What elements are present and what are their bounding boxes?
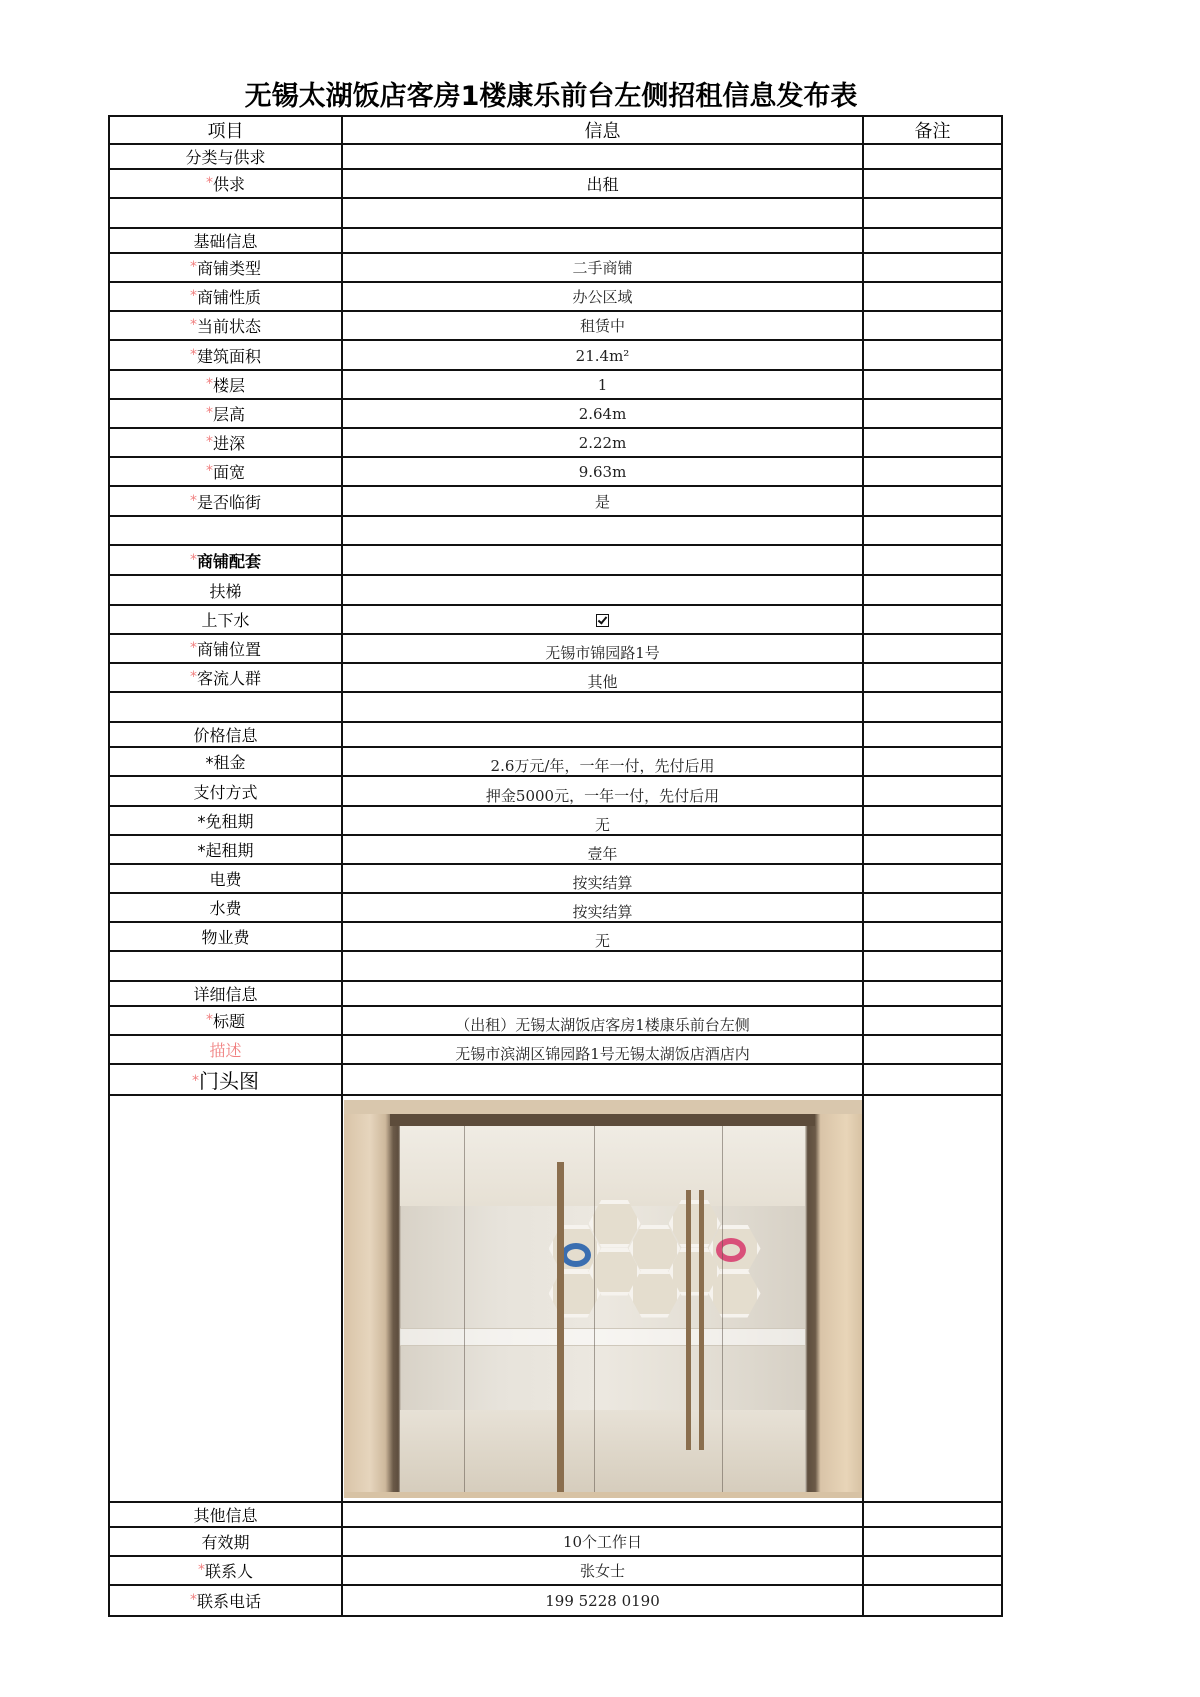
required-star-icon: *	[205, 175, 213, 191]
row-value-cell	[342, 1502, 863, 1527]
row-value-cell	[342, 864, 863, 893]
row-value-cell	[342, 951, 863, 981]
row-note-cell	[863, 1556, 1002, 1585]
row-label: 商铺性质	[196, 288, 261, 307]
row-value-cell	[342, 282, 863, 311]
row-value-cell	[342, 144, 863, 169]
row-value: 无锡市滨湖区锦园路1号无锡太湖饭店酒店内	[455, 1045, 750, 1063]
table-row	[109, 663, 1002, 692]
row-note-cell	[863, 1527, 1002, 1556]
row-label-cell	[109, 1556, 342, 1585]
row-value-cell	[342, 1556, 863, 1585]
row-label-cell	[109, 1064, 342, 1095]
table-row	[109, 1064, 1002, 1095]
row-label: *免租期	[197, 812, 254, 831]
table-row	[109, 516, 1002, 545]
row-value-cell	[342, 722, 863, 747]
row-value: 壹年	[587, 845, 618, 863]
row-label: 楼层	[212, 376, 245, 395]
row-note-cell	[863, 370, 1002, 399]
table-row	[109, 282, 1002, 311]
row-note-cell	[863, 144, 1002, 169]
row-value: 押金5000元，一年一付，先付后用	[485, 786, 720, 805]
row-value-cell	[342, 747, 863, 776]
row-value-cell	[342, 605, 863, 634]
row-label: 描述	[209, 1041, 242, 1060]
table-row	[109, 747, 1002, 776]
row-value: 1	[597, 376, 608, 394]
table-row	[109, 311, 1002, 340]
required-star-icon: *	[189, 669, 197, 685]
row-note-cell	[863, 893, 1002, 922]
row-value: 按实结算	[572, 874, 633, 892]
row-value: 二手商铺	[572, 259, 633, 277]
row-value-cell	[342, 575, 863, 605]
table-row	[109, 864, 1002, 893]
row-label: 价格信息	[193, 726, 258, 745]
row-value: 无	[594, 816, 610, 834]
row-label-cell	[109, 1527, 342, 1556]
row-label: 客流人群	[196, 669, 261, 688]
required-star-icon: *	[189, 551, 197, 568]
header-row	[109, 116, 1002, 144]
row-value-cell	[342, 198, 863, 228]
row-value-cell	[342, 981, 863, 1006]
row-label-cell	[109, 634, 342, 663]
storefront-photo-cell	[342, 1095, 863, 1502]
required-star-icon: *	[197, 1562, 205, 1578]
row-label-cell	[109, 228, 342, 253]
row-note-cell	[863, 922, 1002, 951]
row-label-cell	[109, 722, 342, 747]
required-star-icon: *	[189, 346, 197, 363]
row-note-cell	[863, 575, 1002, 605]
row-label-cell	[109, 340, 342, 370]
row-value-cell	[342, 457, 863, 486]
row-label-cell	[109, 1035, 342, 1064]
required-star-icon: *	[192, 1073, 199, 1089]
row-note-cell	[863, 776, 1002, 806]
row-label: 联系电话	[196, 1592, 261, 1611]
row-value: 出租	[586, 175, 619, 194]
row-label-cell	[109, 399, 342, 428]
table-row	[109, 340, 1002, 370]
table-row	[109, 1556, 1002, 1585]
row-label-cell	[109, 1006, 342, 1035]
row-note-cell	[863, 428, 1002, 457]
table-row	[109, 169, 1002, 198]
required-star-icon: *	[205, 376, 213, 392]
row-value-cell	[342, 428, 863, 457]
row-value-cell	[342, 169, 863, 198]
row-note-cell	[863, 722, 1002, 747]
row-label-cell	[109, 428, 342, 457]
row-label: 物业费	[201, 928, 250, 947]
row-note-cell	[863, 545, 1002, 575]
row-note-cell	[863, 198, 1002, 228]
row-label: 层高	[212, 405, 245, 424]
row-label-cell	[109, 981, 342, 1006]
row-label: 水费	[209, 899, 242, 918]
row-note-cell	[863, 228, 1002, 253]
row-label: 分类与供求	[185, 148, 266, 167]
row-label-cell	[109, 169, 342, 198]
header-item: 项目	[109, 116, 342, 144]
row-note-cell	[863, 835, 1002, 864]
required-star-icon: *	[189, 317, 197, 333]
row-label-cell	[109, 545, 342, 575]
row-value-cell	[342, 1527, 863, 1556]
table-row	[109, 575, 1002, 605]
row-note-cell	[863, 981, 1002, 1006]
table-row	[109, 1095, 1002, 1502]
row-label-cell	[109, 486, 342, 516]
required-star-icon: *	[205, 463, 213, 479]
row-label-cell	[109, 776, 342, 806]
row-value-cell	[342, 1006, 863, 1035]
row-label: 基础信息	[193, 232, 258, 251]
row-label: 门头图	[199, 1069, 259, 1093]
listing-table	[108, 115, 1003, 1617]
row-value: 2.64m	[578, 405, 627, 423]
row-value: （出租）无锡太湖饭店客房1楼康乐前台左侧	[455, 1016, 750, 1034]
table-row	[109, 981, 1002, 1006]
table-row	[109, 144, 1002, 169]
row-label-cell	[109, 282, 342, 311]
row-value: 其他	[587, 673, 618, 691]
row-label: 支付方式	[193, 782, 258, 802]
storefront-photo	[344, 1100, 862, 1498]
row-label-cell	[109, 575, 342, 605]
row-value: 9.63m	[578, 463, 627, 481]
table-row	[109, 922, 1002, 951]
row-label-cell	[109, 311, 342, 340]
row-label: 商铺配套	[196, 551, 261, 571]
row-note-cell	[863, 457, 1002, 486]
required-star-icon: *	[189, 492, 197, 509]
row-label: 是否临街	[196, 492, 261, 512]
row-value-cell	[342, 634, 863, 663]
row-value: 办公区域	[572, 288, 633, 306]
row-value-cell	[342, 311, 863, 340]
row-note-cell	[863, 253, 1002, 282]
row-value-cell	[342, 516, 863, 545]
row-note-cell	[863, 951, 1002, 981]
table-row	[109, 253, 1002, 282]
row-value-cell	[342, 692, 863, 722]
row-label: 有效期	[201, 1533, 250, 1552]
row-value: 10个工作日	[562, 1533, 643, 1551]
row-label-cell	[109, 457, 342, 486]
table-row	[109, 1527, 1002, 1556]
row-label-cell	[109, 1502, 342, 1527]
required-star-icon: *	[189, 1592, 197, 1608]
row-label-cell	[109, 144, 342, 169]
row-note-cell	[863, 605, 1002, 634]
table-row	[109, 545, 1002, 575]
row-note-cell	[863, 747, 1002, 776]
row-note-cell	[863, 486, 1002, 516]
row-value-cell	[342, 486, 863, 516]
table-row	[109, 634, 1002, 663]
row-label-cell	[109, 1095, 342, 1502]
table-row	[109, 399, 1002, 428]
row-label-cell	[109, 516, 342, 545]
checkbox-checked-icon[interactable]	[596, 614, 609, 627]
row-value-cell	[342, 1064, 863, 1095]
table-row	[109, 806, 1002, 835]
row-value: 按实结算	[572, 903, 633, 921]
table-row	[109, 605, 1002, 634]
row-value-cell	[342, 893, 863, 922]
row-note-cell	[863, 311, 1002, 340]
table-row	[109, 893, 1002, 922]
row-label: 联系人	[204, 1562, 253, 1581]
row-label-cell	[109, 198, 342, 228]
row-value: 张女士	[579, 1562, 625, 1580]
row-label-cell	[109, 922, 342, 951]
row-value-cell	[342, 806, 863, 835]
row-value-cell	[342, 399, 863, 428]
row-value-cell	[342, 1035, 863, 1064]
table-row	[109, 835, 1002, 864]
table-row	[109, 951, 1002, 981]
row-value: 2.6万元/年，一年一付，先付后用	[490, 757, 715, 775]
row-label-cell	[109, 806, 342, 835]
row-note-cell	[863, 1095, 1002, 1502]
row-value-cell	[342, 545, 863, 575]
row-label-cell	[109, 692, 342, 722]
row-label-cell	[109, 747, 342, 776]
required-star-icon: *	[189, 259, 197, 275]
row-value-cell	[342, 253, 863, 282]
table-row	[109, 722, 1002, 747]
row-label-cell	[109, 951, 342, 981]
table-row	[109, 428, 1002, 457]
row-label: 当前状态	[196, 317, 261, 336]
row-label: 面宽	[212, 463, 245, 482]
row-value-cell	[342, 370, 863, 399]
table-row	[109, 486, 1002, 516]
row-label: 上下水	[201, 611, 250, 630]
table-row	[109, 776, 1002, 806]
row-note-cell	[863, 864, 1002, 893]
row-label-cell	[109, 893, 342, 922]
row-value-cell	[342, 1585, 863, 1616]
row-label: *租金	[205, 753, 246, 772]
table-row	[109, 1585, 1002, 1616]
row-note-cell	[863, 692, 1002, 722]
row-note-cell	[863, 399, 1002, 428]
row-value-cell	[342, 776, 863, 806]
row-label-cell	[109, 1585, 342, 1616]
row-label-cell	[109, 253, 342, 282]
row-value: 21.4m²	[575, 346, 630, 365]
table-row	[109, 370, 1002, 399]
table-row	[109, 457, 1002, 486]
row-note-cell	[863, 1502, 1002, 1527]
required-star-icon: *	[205, 434, 213, 450]
required-star-icon: *	[189, 640, 197, 656]
row-note-cell	[863, 340, 1002, 370]
row-value: 199 5228 0190	[545, 1592, 660, 1610]
table-row	[109, 198, 1002, 228]
table-row	[109, 1006, 1002, 1035]
table-row	[109, 228, 1002, 253]
document-title: 无锡太湖饭店客房1楼康乐前台左侧招租信息发布表	[244, 81, 858, 112]
row-label-cell	[109, 835, 342, 864]
row-note-cell	[863, 1585, 1002, 1616]
table-row	[109, 1035, 1002, 1064]
table-row	[109, 1502, 1002, 1527]
row-value-cell	[342, 835, 863, 864]
row-value: 是	[594, 492, 610, 511]
row-label: 扶梯	[209, 581, 242, 601]
row-label: 电费	[209, 870, 242, 889]
row-value: 无	[594, 932, 610, 950]
row-label-cell	[109, 370, 342, 399]
row-label: 进深	[212, 434, 245, 453]
row-label: *起租期	[197, 841, 254, 860]
row-value-cell	[342, 340, 863, 370]
row-note-cell	[863, 1006, 1002, 1035]
row-label-cell	[109, 864, 342, 893]
row-label-cell	[109, 663, 342, 692]
row-note-cell	[863, 516, 1002, 545]
row-note-cell	[863, 663, 1002, 692]
required-star-icon: *	[189, 288, 197, 304]
row-value-cell	[342, 922, 863, 951]
row-value: 2.22m	[578, 434, 627, 452]
row-value-cell	[342, 663, 863, 692]
required-star-icon: *	[205, 1012, 213, 1028]
row-label: 商铺位置	[196, 640, 261, 659]
row-note-cell	[863, 634, 1002, 663]
row-label: 标题	[212, 1012, 245, 1031]
table-row	[109, 692, 1002, 722]
row-value: 租赁中	[579, 317, 625, 335]
header-info: 信息	[342, 116, 863, 144]
row-label-cell	[109, 605, 342, 634]
row-note-cell	[863, 169, 1002, 198]
row-note-cell	[863, 1035, 1002, 1064]
required-star-icon: *	[205, 405, 213, 421]
row-value: 无锡市锦园路1号	[545, 644, 660, 662]
row-label: 供求	[212, 175, 245, 194]
row-label: 其他信息	[193, 1506, 258, 1525]
row-note-cell	[863, 282, 1002, 311]
row-label: 建筑面积	[196, 346, 261, 366]
row-label: 商铺类型	[196, 259, 261, 278]
row-note-cell	[863, 1064, 1002, 1095]
row-value-cell	[342, 228, 863, 253]
row-label: 详细信息	[193, 985, 258, 1004]
row-note-cell	[863, 806, 1002, 835]
header-note: 备注	[863, 116, 1002, 144]
